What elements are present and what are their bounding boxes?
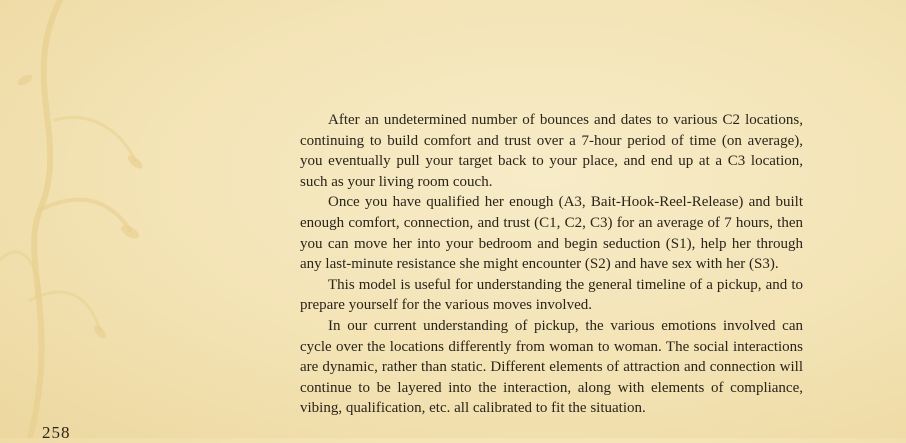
body-text: [300, 110, 803, 419]
page-number: 258: [42, 423, 71, 442]
paragraph: Once you have qualified her enough (A3, Bait-Hook-Reel-Release) and built enough comfort, connection, and trust (C1, C2, C3) for an average of 7 hours, then you can move her into your bedroom and begin seduction (S1), help her through any last-minute resistance she might encounter (S2) and have sex with her (S3).: [300, 194, 803, 273]
paragraph: After an undetermined number of bounces and dates to various C2 locations, continuing to build comfort and trust over a 7-hour period of time (on average), you eventually pull your target back to your place, and end up at a C3 location, such as your living room couch.: [300, 112, 803, 190]
decorative-vine-ornament: [0, 0, 160, 438]
paragraph: This model is useful for understanding the general timeline of a pickup, and to prepare yourself for the various moves involved.: [300, 276, 803, 314]
paragraph: In our current understanding of pickup, the various emotions involved can cycle over the locations differently from woman to woman. The social interactions are dynamic, rather than static. Different elements of attraction and connection will continue to be layered into the interaction, along with elements of compliance, vibing, qualification, etc. all calibrated to fit the situation.: [300, 317, 803, 417]
